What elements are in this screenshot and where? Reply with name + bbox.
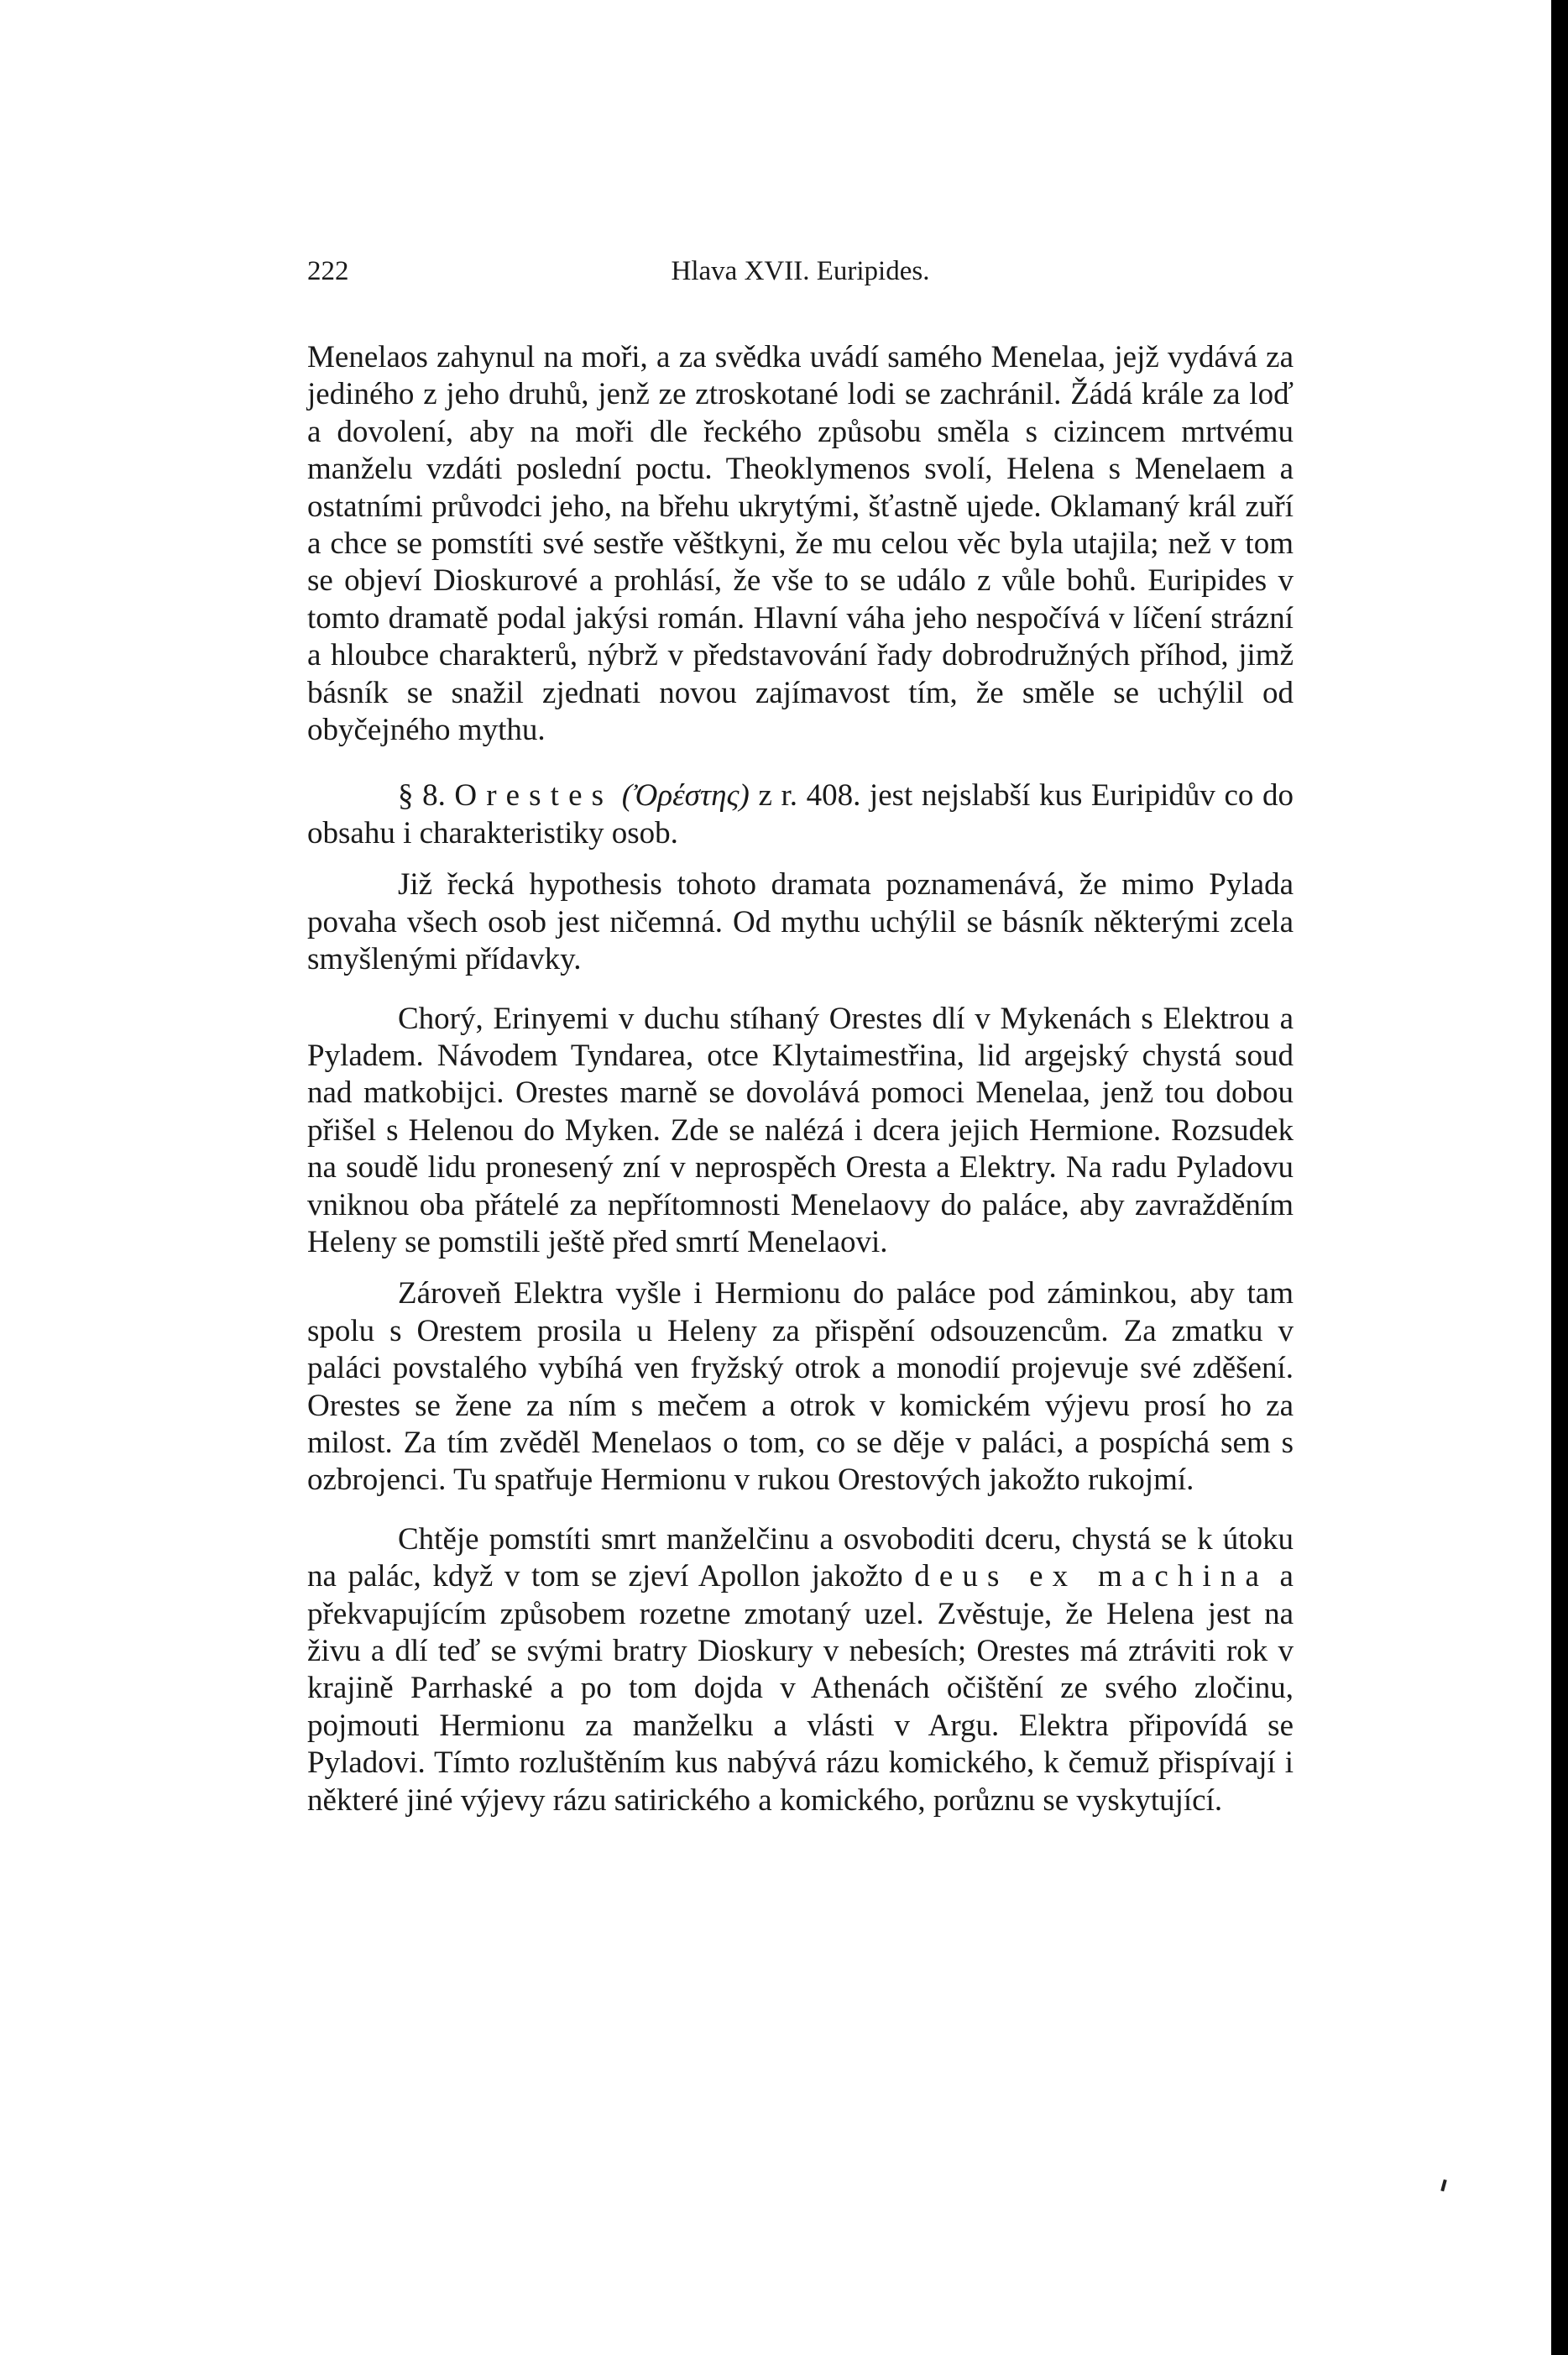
section-prefix: § 8. bbox=[398, 778, 455, 814]
page-header bbox=[307, 256, 1294, 296]
greek-title: (Ὀρέστης) bbox=[621, 778, 750, 814]
paragraph-4: Chorý, Erinyemi v duchu stíhaný Orestes dlí v Mykenách s Elektrou a Pyladem. Návodem Tyndarea, otce Klytaimestřina, lid argejský chystá soud nad matkobijci. Orestes marně se dovolává pomoci Menelaa, jenž tou dobou přišel s Helenou do Myken. Zde se nalézá i dcera jejich Hermione. Rozsudek na soudě lidu pronesený zní v neprospěch Oresta a Elektry. Na radu Pyladovu vniknou oba přátelé za nepřítomnosti Menelaovy do paláce, aby zavražděním Heleny se pomstili ještě před smrtí Menelaovi. bbox=[307, 1001, 1294, 1259]
running-head: Hlava XVII. Euripides. bbox=[671, 256, 930, 286]
paragraph-6-start: Chtěje pomstíti smrt manželčinu a osvoboditi dceru, chystá se k útoku na palác, když v tom se zjeví Apollon jakožto bbox=[307, 1521, 1294, 1594]
paragraph-6-end: a překvapujícím způsobem rozetne zmotaný uzel. Zvěstuje, že Helena jest na živu a dlí teď se svými bratry Dioskury v nebesích; Orestes má ztráviti rok v krajině Parrhaské a po tom dojda v Athenách očištění ze svého zločinu, pojmouti Hermionu za manželku a vlásti v Argu. Elektra připovídá se Pyladovi. Tímto rozluštěním kus nabývá rázu komického, k čemuž přispívají i některé jiné výjevy rázu satirického a komického, porůznu se vyskytující. bbox=[307, 1559, 1294, 1818]
paragraph-1: Menelaos zahynul na moři, a za svědka uvádí samého Menelaa, jejž vydává za jediného z jeho druhů, jenž ze ztroskotané lodi se zachránil. Žádá krále za loď a dovolení, aby na moři dle řeckého způsobu směla s cizincem mrtvému manželu vzdáti poslední poctu. Theoklymenos svolí, Helena s Menelaem a ostatními průvodci jeho, na břehu ukrytými, šťastně ujede. Oklamaný král zuří a chce se pomstíti své sestře věštkyni, že mu celou věc byla utajila; než v tom se objeví Dioskurové a prohlásí, že vše to se událo z vůle bohů. Euripides v tomto dramatě podal jakýsi román. Hlavní váha jeho nespočívá v líčení strázní a hloubce charakterů, nýbrž v představování řady dobrodružných příhod, jimž básník se snažil zjednati novou zajímavost tím, že směle se uchýlil od obyčejného mythu. bbox=[307, 340, 1294, 748]
scan-mark bbox=[1440, 2180, 1446, 2192]
paragraph-section-8 bbox=[307, 777, 1294, 852]
section-text: z r. 408. jest nejslabší kus Euripidův co do obsahu i charakteristiky osob. bbox=[307, 778, 1294, 850]
paragraph-6 bbox=[307, 1521, 1294, 1819]
page-number: 222 bbox=[307, 256, 349, 286]
spaced-phrase: deus ex machina bbox=[914, 1559, 1268, 1594]
play-title: Orestes bbox=[454, 778, 614, 814]
body-text bbox=[307, 339, 1294, 1819]
paragraph-5: Zároveň Elektra vyšle i Hermionu do paláce pod záminkou, aby tam spolu s Orestem prosila u Heleny za přispění odsouzencům. Za zmatku v paláci povstalého vybíhá ven fryžský otrok a monodií projevuje své zděšení. Orestes se žene za ním s mečem a otrok v komickém výjevu prosí ho za milost. Za tím zvěděl Menelaos o tom, co se děje v paláci, a pospíchá sem s ozbrojenci. Tu spatřuje Hermionu v rukou Orestových jakožto rukojmí. bbox=[307, 1276, 1294, 1498]
paragraph-3: Již řecká hypothesis tohoto dramata poznamenává, že mimo Pylada povaha všech osob jest ničemná. Od mythu uchýlil se básník některými zcela smyšlenými přídavky. bbox=[307, 867, 1294, 977]
